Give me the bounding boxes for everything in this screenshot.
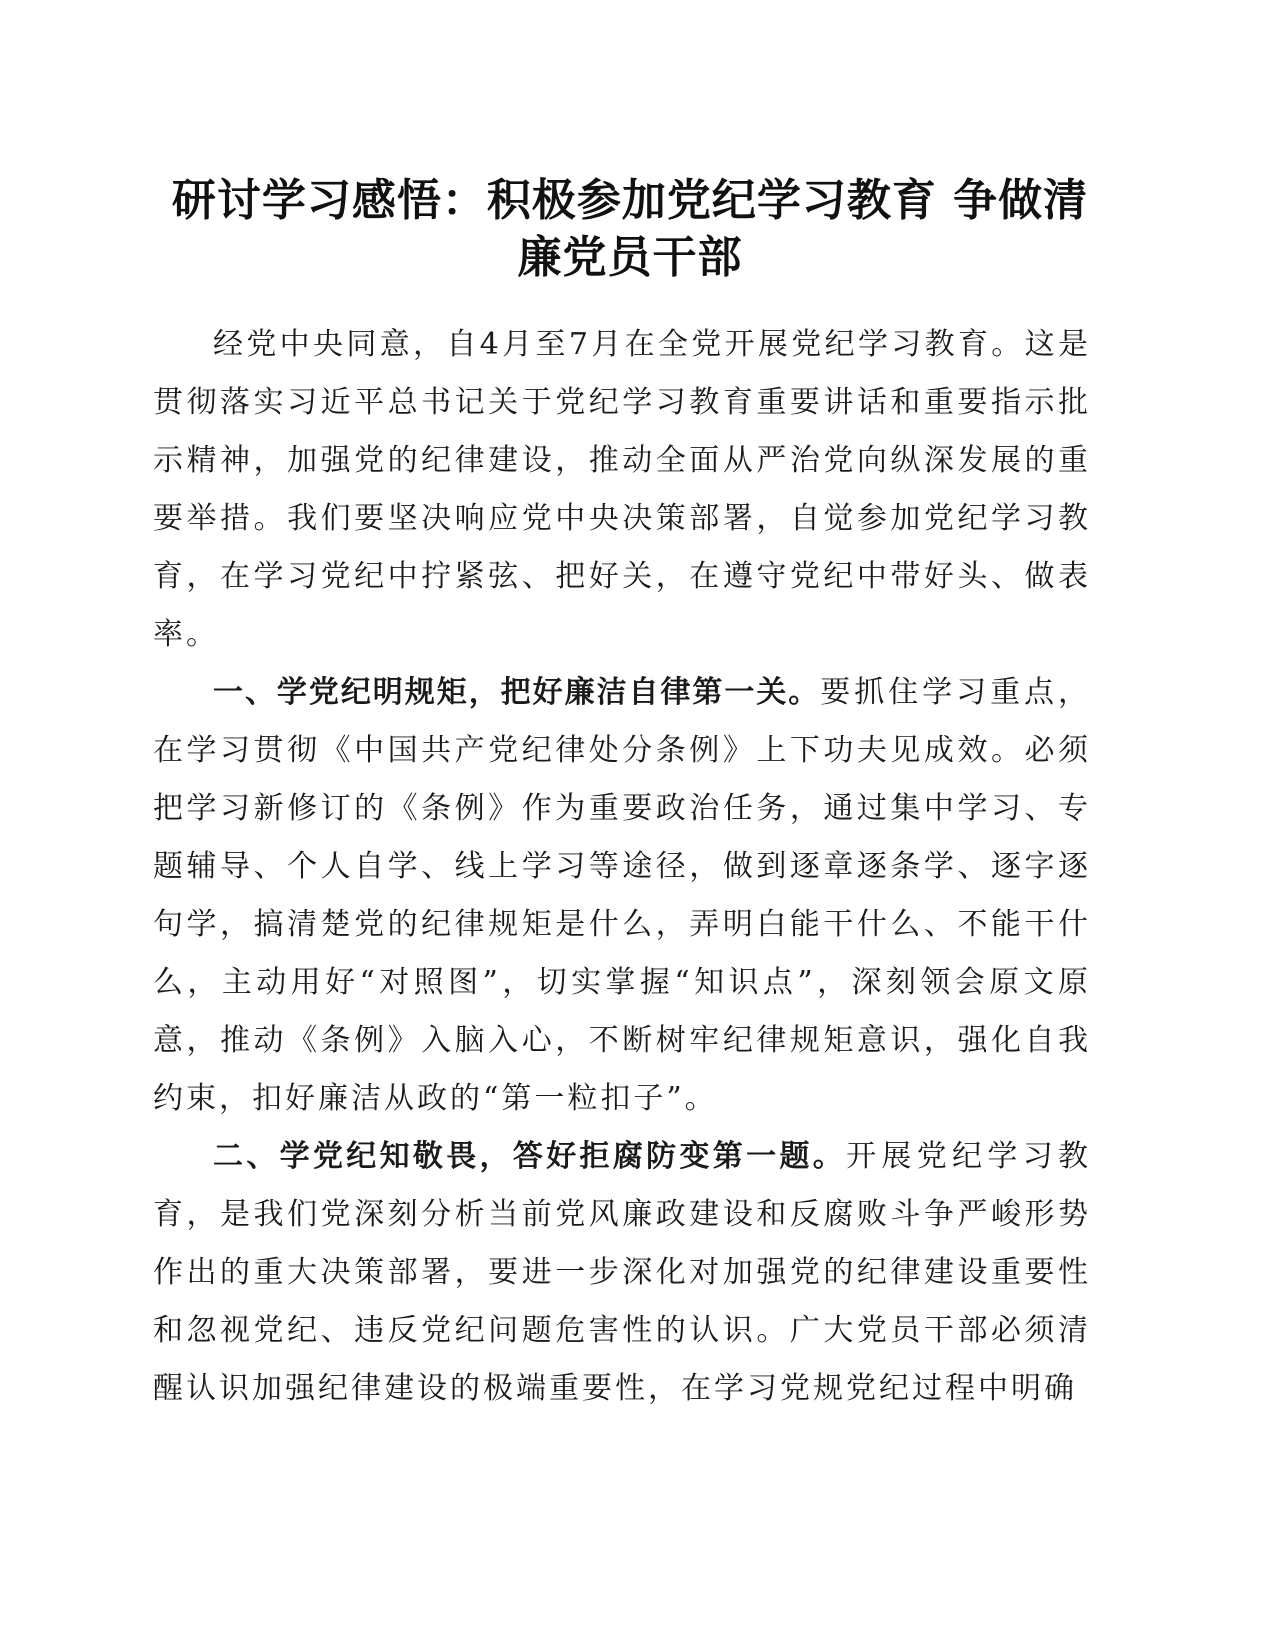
- document-title: 研讨学习感悟：积极参加党纪学习教育 争做清廉党员干部: [171, 175, 1089, 283]
- paragraph-text: 要抓住学习重点，在学习贯彻《中国共产党纪律处分条例》上下功夫见成效。必须把学习新修订的《条例》作为重要政治任务，通过集中学习、专题辅导、个人自学、线上学习等途径，做到逐章逐条学、逐字逐句学，搞清楚党的纪律规矩是什么，弄明白能干什么、不能干什么，主动用好“对照图”，切实掌握“知识点”，深刻领会原文原意，推动《条例》入脑入心，不断树牢纪律规矩意识，强化自我约束，扣好廉洁从政的“第一粒扣子”。: [153, 675, 1092, 1116]
- document-body: [153, 316, 1091, 1418]
- paragraph-section-one: [153, 664, 1091, 1128]
- paragraph-intro: [153, 316, 1091, 664]
- paragraph-text: 开展党纪学习教育，是我们党深刻分析当前党风廉政建设和反腐败斗争严峻形势作出的重大决策部署，要进一步深化对加强党的纪律建设重要性和忽视党纪、违反党纪问题危害性的认识。广大党员干部必须清醒认识加强纪律建设的极端重要性，在学习党规党纪过程中明确: [153, 1139, 1092, 1406]
- section-heading: 二、学党纪知敬畏，答好拒腐防变第一题。: [213, 1139, 847, 1174]
- section-heading: 一、学党纪明规矩，把好廉洁自律第一关。: [213, 675, 821, 710]
- paragraph-text: 经党中央同意，自4月至7月在全党开展党纪学习教育。这是贯彻落实习近平总书记关于党纪学习教育重要讲话和重要指示批示精神，加强党的纪律建设，推动全面从严治党向纵深发展的重要举措。我们要坚决响应党中央决策部署，自觉参加党纪学习教育，在学习党纪中拧紧弦、把好关，在遵守党纪中带好头、做表率。: [153, 327, 1091, 652]
- paragraph-section-two: [153, 1128, 1091, 1418]
